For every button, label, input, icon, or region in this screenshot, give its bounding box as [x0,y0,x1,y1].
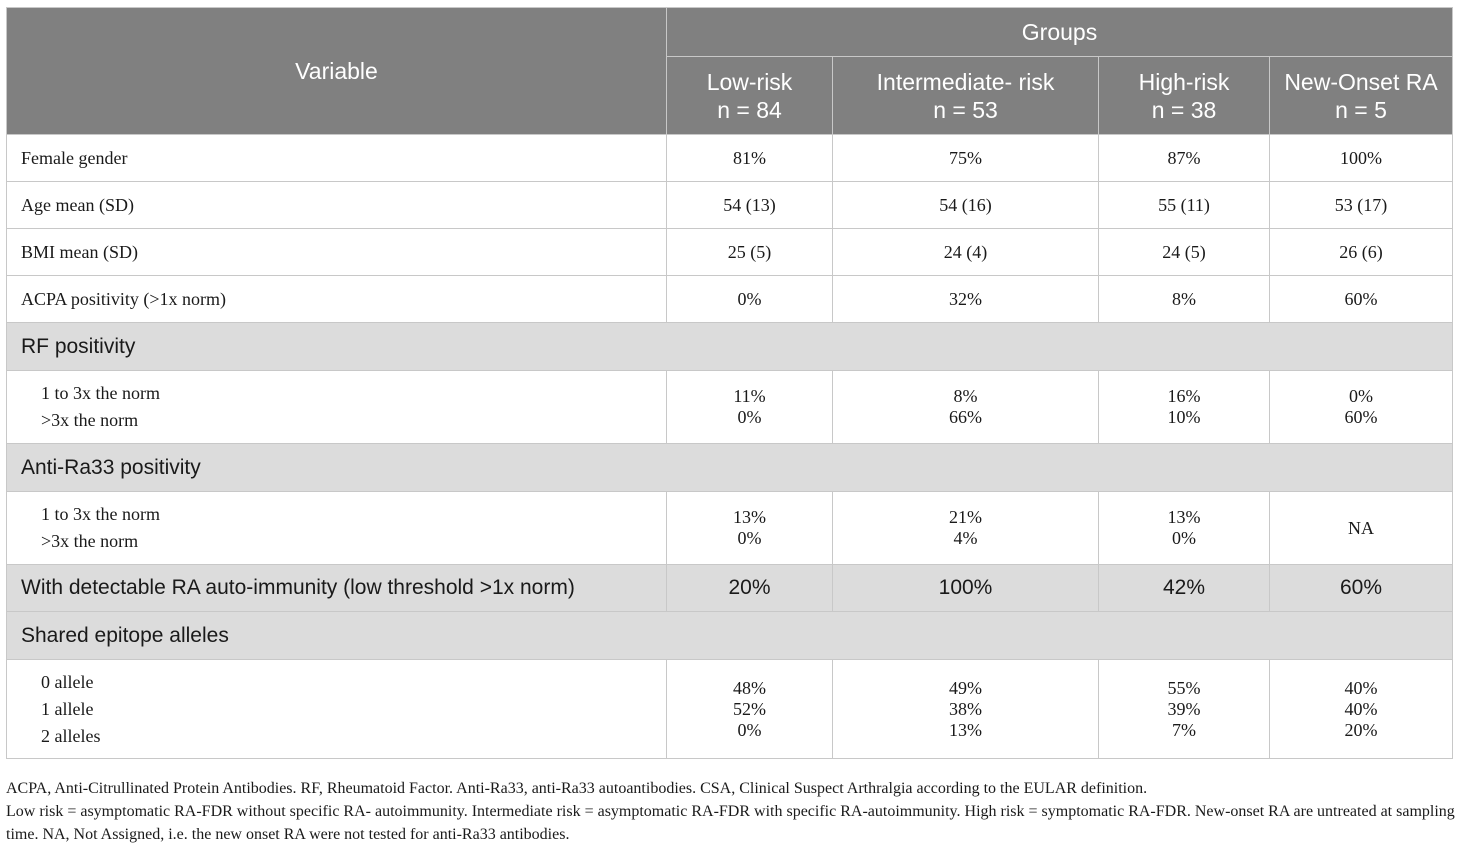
cell-value: 100% [833,565,1099,612]
value-line: 55% [1167,677,1201,698]
cell-value: 32% [833,276,1099,323]
cell-value [833,492,1099,565]
row-label: BMI mean (SD) [7,229,667,276]
cell-value: 8% [1099,276,1270,323]
cell-value [667,492,833,565]
value-line: 13% [733,507,766,527]
cell-value: 54 (16) [833,182,1099,229]
header-variable: Variable [7,8,667,135]
row-label: Female gender [7,135,667,182]
value-line: 4% [953,528,978,548]
value-line: 49% [949,677,982,698]
cell-value [1099,371,1270,444]
cell-value [1270,660,1453,759]
cell-value: 60% [1270,565,1453,612]
cell-value: 53 (17) [1270,182,1453,229]
value-line: 0% [737,719,762,740]
col-name: High-risk [1138,68,1230,95]
col-n: n = 84 [717,96,782,123]
sub-label: >3x the norm [41,531,139,551]
sub-label: 2 alleles [41,725,101,746]
cell-value [833,371,1099,444]
cell-value [667,660,833,759]
col-name: New-Onset RA [1284,68,1438,95]
value-line: 0% [1349,386,1373,406]
cohort-characteristics-table [6,7,1453,759]
cell-value: 42% [1099,565,1270,612]
header-col-low-risk [667,57,833,135]
table-row-highlight [7,565,1453,612]
value-line: 48% [733,677,766,698]
sub-label: 1 to 3x the norm [41,383,160,403]
section-title: Anti-Ra33 positivity [7,444,1453,492]
row-label [7,371,667,444]
table-row [7,182,1453,229]
value-line: 0% [737,407,762,427]
row-label [7,660,667,759]
value-line: 0% [737,528,762,548]
cell-value: 75% [833,135,1099,182]
col-name: Low-risk [706,68,793,95]
section-row-rf [7,323,1453,371]
col-n: n = 53 [933,96,998,123]
row-label: Age mean (SD) [7,182,667,229]
cell-value: 60% [1270,276,1453,323]
cell-value [833,660,1099,759]
table-row [7,660,1453,759]
value-line: 13% [949,719,982,740]
section-title: RF positivity [7,323,1453,371]
value-line: 11% [733,386,766,406]
section-title: Shared epitope alleles [7,612,1453,660]
table-row [7,492,1453,565]
value-line: 8% [953,386,978,406]
cell-value [667,371,833,444]
table-container [6,7,1452,759]
cell-value [1099,660,1270,759]
cell-value: 54 (13) [667,182,833,229]
cell-value: 55 (11) [1099,182,1270,229]
value-line: 13% [1167,507,1201,527]
value-line: 66% [949,407,982,427]
row-label: With detectable RA auto-immunity (low threshold >1x norm) [7,565,667,612]
row-label: ACPA positivity (>1x norm) [7,276,667,323]
value-line: 16% [1167,386,1201,406]
sub-label: 1 allele [41,698,94,719]
value-line: 39% [1167,698,1201,719]
header-col-intermediate-risk [833,57,1099,135]
cell-value: NA [1270,492,1453,565]
header-col-high-risk [1099,57,1270,135]
value-line: 60% [1344,407,1378,427]
cell-value: 87% [1099,135,1270,182]
value-line: 40% [1344,677,1378,698]
footnote-abbreviations: ACPA, Anti-Citrullinated Protein Antibodies. RF, Rheumatoid Factor. Anti-Ra33, anti-Ra33 autoantibodies. CSA, Clinical Suspect Arthralgia according to the EULAR definition. [6,780,1148,797]
cell-value: 26 (6) [1270,229,1453,276]
cell-value [1099,492,1270,565]
table-row [7,229,1453,276]
col-name: Intermediate- risk [876,68,1055,95]
cell-value: 100% [1270,135,1453,182]
value-line: 52% [733,698,766,719]
value-line: 38% [949,698,982,719]
value-line: 40% [1344,698,1378,719]
section-row-shared-epitope [7,612,1453,660]
table-footnotes [6,777,1456,846]
footnote-definitions: Low risk = asymptomatic RA-FDR without specific RA- autoimmunity. Intermediate risk = asymptomatic RA-FDR with specific RA-autoimmunity. High risk = symptomatic RA-FDR. New-onset RA are untreated at sampling time. NA, Not Assigned, i.e. the new onset RA were not tested for anti-Ra33 antibodies. [6,803,1455,843]
section-row-anti-ra33 [7,444,1453,492]
col-n: n = 38 [1151,96,1217,123]
sub-label: 0 allele [41,671,94,692]
sub-label: 1 to 3x the norm [41,504,160,524]
table-row [7,371,1453,444]
cell-value: 81% [667,135,833,182]
header-groups: Groups [667,8,1453,57]
row-label [7,492,667,565]
value-line: 20% [1344,719,1378,740]
value-line: 0% [1172,528,1196,548]
sub-label: >3x the norm [41,410,139,430]
cell-value: 20% [667,565,833,612]
cell-value [1270,371,1453,444]
cell-value: 0% [667,276,833,323]
cell-value: 24 (5) [1099,229,1270,276]
header-col-new-onset-ra [1270,57,1453,135]
table-row [7,135,1453,182]
value-line: 7% [1172,719,1196,740]
value-line: 21% [949,507,982,527]
value-line: 10% [1167,407,1201,427]
cell-value: 25 (5) [667,229,833,276]
cell-value: 24 (4) [833,229,1099,276]
table-row [7,276,1453,323]
col-n: n = 5 [1335,96,1387,123]
